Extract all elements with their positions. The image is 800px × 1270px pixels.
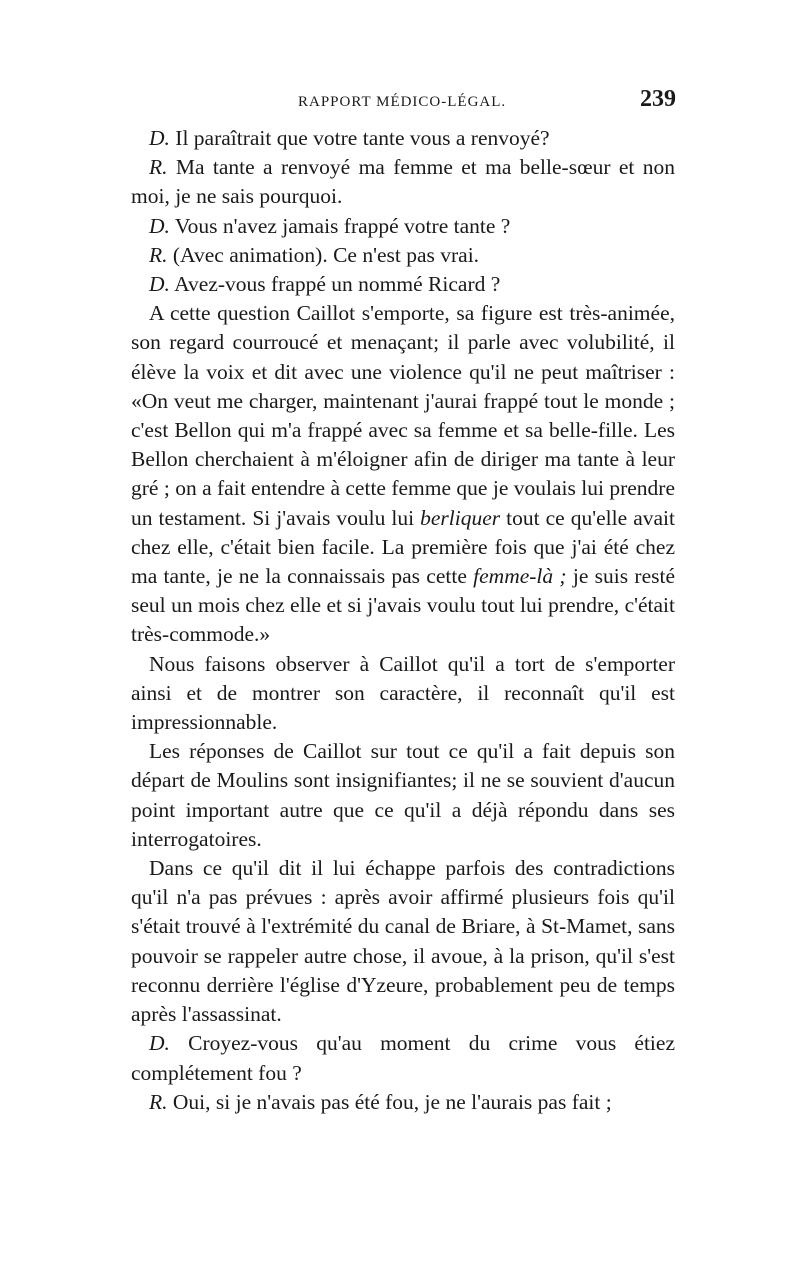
prose-text: je suis resté seul un mois chez elle et si j'avais voulu tout lui prendre, c'était très-commode.»	[131, 564, 675, 647]
prose-paragraph	[131, 299, 675, 649]
speaker-label: D.	[149, 213, 170, 238]
speaker-label: R.	[149, 242, 168, 267]
prose-paragraph: Nous faisons observer à Caillot qu'il a tort de s'emporter ainsi et de montrer son caractère, il reconnaît qu'il est impressionnable.	[131, 651, 675, 735]
dialogue-question	[131, 270, 675, 299]
dialogue-text: Avez-vous frappé un nommé Ricard ?	[174, 272, 501, 297]
dialogue-text: Vous n'avez jamais frappé votre tante ?	[174, 213, 511, 238]
prose-text: tout ce qu'elle avait chez elle, c'était bien facile. La première fois que j'ai été chez ma tante, je ne la connaissais pas cette	[131, 505, 675, 589]
dialogue-answer	[131, 241, 675, 270]
dialogue-text: Oui, si je n'avais pas été fou, je ne l'aurais pas fait ;	[172, 1089, 612, 1114]
running-head: RAPPORT MÉDICO-LÉGAL.	[298, 94, 507, 110]
dialogue-text: Il paraîtrait que votre tante vous a renvoyé?	[175, 126, 550, 150]
italic-term: femme-là ;	[473, 564, 567, 589]
dialogue-answer	[131, 153, 675, 211]
prose-paragraph: Dans ce qu'il dit il lui échappe parfois des contradictions qu'il n'a pas prévues : après avoir affirmé plusieurs fois qu'il s'était trouvé à l'extrémité du canal de Briare, à St-Mamet, sans pouvoir se rappeler autre chose, il avoue, à la prison, qu'il s'est reconnu derrière l'église d'Yzeure, probablement peu de temps après l'assassinat.	[131, 856, 675, 1027]
dialogue-answer	[131, 1088, 675, 1117]
italic-term: berliquer	[420, 505, 501, 530]
speaker-label: D.	[149, 1031, 170, 1056]
page-number: 239	[640, 86, 676, 112]
prose-text: A cette question Caillot s'emporte, sa figure est très-animée, son regard courroucé et menaçant; il parle avec volubilité, il élève la voix et dit avec une violence qu'il ne peut maîtriser : «On veut me charger, maintenant j'aurai frappé tout le monde ; c'est Bellon qui m'a frappé avec sa femme et sa belle-fille. Les Bellon cherchaient à m'éloigner afin de diriger ma tante à leur gré ; on a fait entendre à cette femme que je voulais lui prendre un testament. Si j'avais voulu lui	[131, 301, 675, 530]
dialogue-question	[131, 124, 675, 153]
prose-paragraph: Les réponses de Caillot sur tout ce qu'il a fait depuis son départ de Moulins sont insignifiantes; il ne se souvient d'aucun point important autre que ce qu'il a déjà répondu dans ses interrogatoires.	[131, 739, 675, 851]
dialogue-question	[131, 212, 675, 241]
body-text	[131, 124, 675, 1117]
dialogue-text: Croyez-vous qu'au moment du crime vous étiez complétement fou ?	[131, 1031, 675, 1085]
speaker-label: D.	[149, 126, 170, 150]
speaker-label: R.	[149, 1089, 168, 1114]
dialogue-question	[131, 1029, 675, 1087]
speaker-label: D.	[149, 272, 170, 297]
dialogue-text: Ma tante a renvoyé ma femme et ma belle-sœur et non moi, je ne sais pourquoi.	[131, 155, 676, 209]
dialogue-text: (Avec animation). Ce n'est pas vrai.	[172, 242, 480, 267]
speaker-label: R.	[149, 155, 168, 180]
